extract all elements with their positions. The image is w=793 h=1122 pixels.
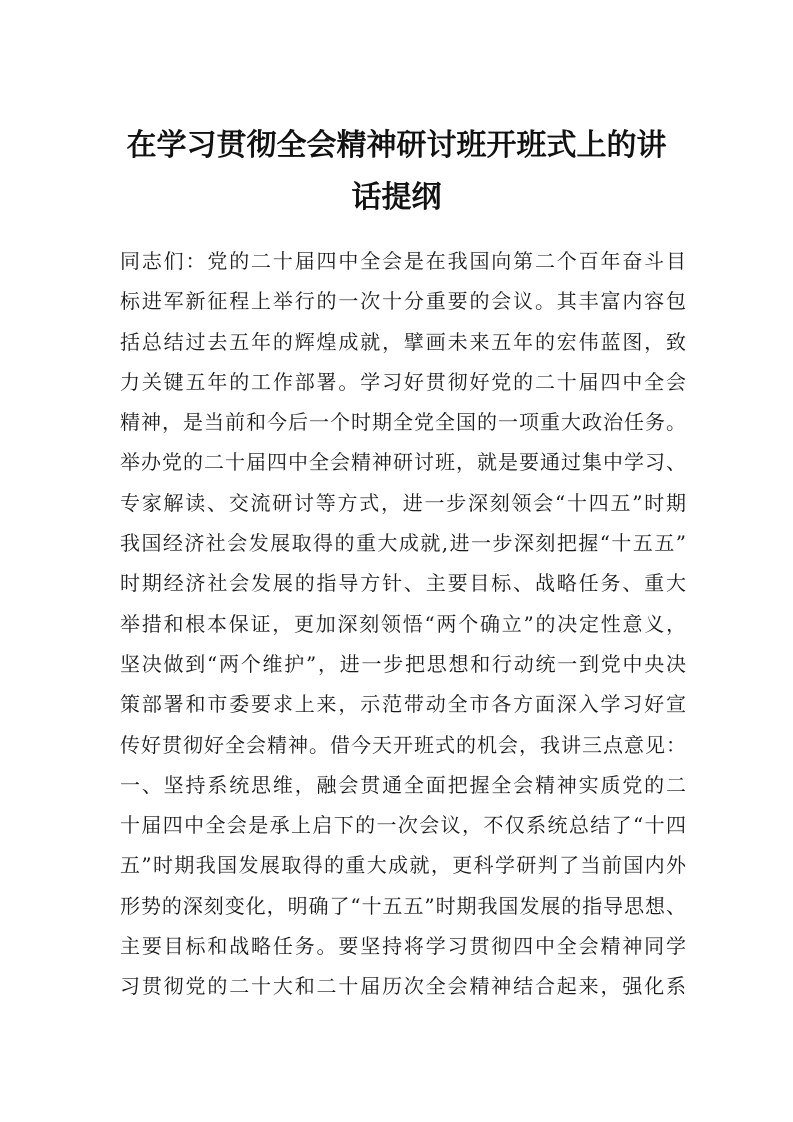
body-line: 五”时期我国发展取得的重大成就，更科学研判了当前国内外 <box>120 853 686 878</box>
body-line: 一、坚持系统思维，融会贯通全面把握全会精神实质党的二 <box>120 772 686 797</box>
title-line-1: 在学习贯彻全会精神研讨班开班式上的讲 <box>126 128 667 163</box>
body-line: 举措和根本保证，更加深刻领悟“两个确立”的决定性意义， <box>120 611 686 636</box>
body-line: 十届四中全会是承上启下的一次会议，不仅系统总结了“十四 <box>120 813 686 838</box>
body-line: 精神，是当前和今后一个时期全党全国的一项重大政治任务。 <box>120 410 686 435</box>
body-line: 习贯彻党的二十大和二十届历次全会精神结合起来，强化系 <box>120 974 686 999</box>
body-line: 主要目标和战略任务。要坚持将学习贯彻四中全会精神同学 <box>120 934 686 959</box>
body-line: 形势的深刻变化，明确了“十五五”时期我国发展的指导思想、 <box>120 893 686 918</box>
body-line: 策部署和市委要求上来，示范带动全市各方面深入学习好宣 <box>120 692 686 717</box>
body-line: 时期经济社会发展的指导方针、主要目标、战略任务、重大 <box>120 571 686 596</box>
title-line-2: 话提纲 <box>351 180 442 215</box>
body-line: 力关键五年的工作部署。学习好贯彻好党的二十届四中全会 <box>120 369 686 394</box>
body-line: 括总结过去五年的辉煌成就，擘画未来五年的宏伟蓝图，致 <box>120 329 686 354</box>
body-line: 坚决做到“两个维护”，进一步把思想和行动统一到党中央决 <box>120 651 686 676</box>
body-line: 传好贯彻好全会精神。借今天开班式的机会，我讲三点意见： <box>120 732 686 757</box>
body-line: 专家解读、交流研讨等方式，进一步深刻领会“十四五”时期 <box>120 490 686 515</box>
body-line: 举办党的二十届四中全会精神研讨班，就是要通过集中学习、 <box>120 450 686 475</box>
document-body <box>120 241 686 1007</box>
body-line: 我国经济社会发展取得的重大成就,进一步深刻把握“十五五” <box>120 531 686 556</box>
body-line: 标进军新征程上举行的一次十分重要的会议。其丰富内容包 <box>120 289 686 314</box>
document-title <box>80 120 713 224</box>
body-line: 同志们：党的二十届四中全会是在我国向第二个百年奋斗目 <box>120 249 686 273</box>
